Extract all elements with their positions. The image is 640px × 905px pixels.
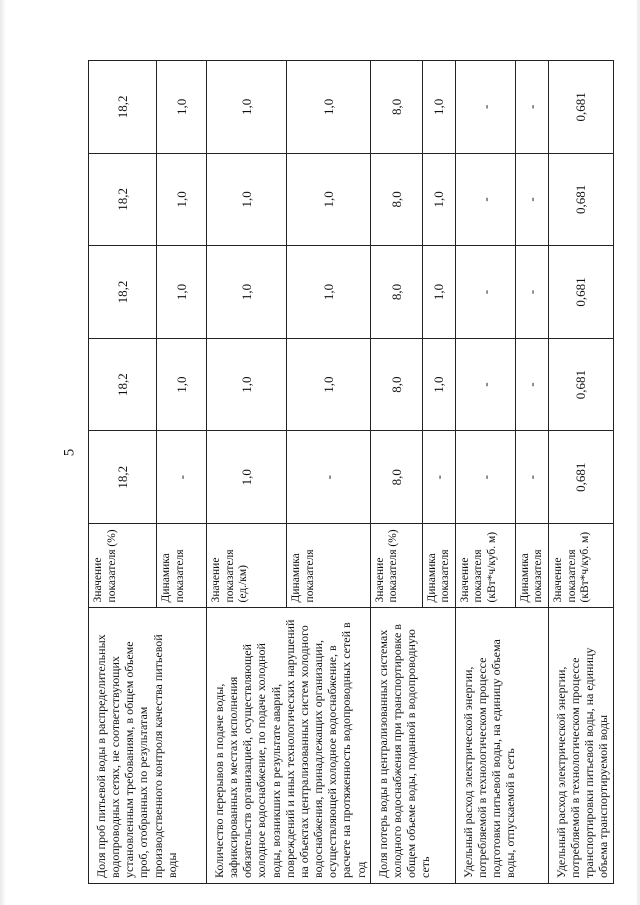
value-cell: 18,2	[89, 338, 157, 431]
indicator-unit: Динамика показателя	[422, 524, 455, 608]
value-cell: 1,0	[287, 153, 370, 246]
indicator-description: Доля потерь воды в централизованных системах холодного водоснабжения при транспортировке в общем объеме воды, поданной в водопроводную сеть	[370, 608, 455, 884]
indicator-unit: Динамика показателя	[287, 524, 370, 608]
value-cell: -	[515, 61, 548, 154]
table-row	[370, 61, 422, 884]
value-cell: -	[157, 431, 207, 524]
indicator-unit: Значение показателя (%)	[370, 524, 422, 608]
value-cell: 1,0	[157, 246, 207, 339]
value-cell: 1,0	[287, 246, 370, 339]
indicator-description: Удельный расход электрической энергии, потребляемой в технологическом процессе транспортировки питьевой воды, на единицу объема транспортируемой воды	[548, 608, 613, 884]
indicator-unit: Динамика показателя	[515, 524, 548, 608]
value-cell: 8,0	[370, 61, 422, 154]
indicator-description: Удельный расход электрической энергии, потребляемой в технологическом процессе подготовки питьевой воды, на единицу объема воды, отпускаемой в сеть	[455, 608, 548, 884]
value-cell: 18,2	[89, 153, 157, 246]
value-cell: -	[515, 338, 548, 431]
value-cell: -	[455, 246, 515, 339]
value-cell: 1,0	[157, 338, 207, 431]
indicator-unit: Динамика показателя	[157, 524, 207, 608]
table-row	[89, 61, 157, 884]
value-cell: 18,2	[89, 431, 157, 524]
value-cell: 1,0	[287, 61, 370, 154]
value-cell: 1,0	[157, 153, 207, 246]
table-row	[455, 61, 515, 884]
value-cell: -	[515, 246, 548, 339]
page-number: 5	[61, 448, 78, 457]
value-cell: 0,681	[548, 338, 613, 431]
table-row	[207, 61, 287, 884]
value-cell: 1,0	[207, 431, 287, 524]
value-cell: 1,0	[157, 61, 207, 154]
value-cell: 1,0	[422, 338, 455, 431]
indicator-table-container	[88, 60, 611, 884]
indicator-unit: Значение показателя (кВт*ч/куб. м)	[548, 524, 613, 608]
value-cell: -	[455, 61, 515, 154]
indicator-unit: Значение показателя (ед./км)	[207, 524, 287, 608]
value-cell: -	[422, 431, 455, 524]
value-cell: 1,0	[422, 61, 455, 154]
value-cell: 8,0	[370, 431, 422, 524]
value-cell: 18,2	[89, 246, 157, 339]
value-cell: -	[515, 431, 548, 524]
value-cell: 18,2	[89, 61, 157, 154]
value-cell: -	[287, 431, 370, 524]
value-cell: 8,0	[370, 246, 422, 339]
value-cell: 0,681	[548, 246, 613, 339]
indicator-table	[88, 60, 614, 884]
value-cell: 1,0	[207, 246, 287, 339]
value-cell: 1,0	[207, 61, 287, 154]
value-cell: 1,0	[422, 246, 455, 339]
value-cell: 8,0	[370, 153, 422, 246]
indicator-description: Доля проб питьевой воды в распределительных водопроводных сетях, не соответствующих установленным требованиям, в общем объеме проб, отобранных по результатам производственного контроля качества питьевой воды	[89, 608, 207, 884]
value-cell: -	[455, 338, 515, 431]
value-cell: 0,681	[548, 431, 613, 524]
value-cell: 1,0	[207, 153, 287, 246]
value-cell: 8,0	[370, 338, 422, 431]
value-cell: -	[455, 431, 515, 524]
value-cell: 0,681	[548, 61, 613, 154]
value-cell: 1,0	[287, 338, 370, 431]
scan-edge	[0, 0, 6, 905]
value-cell: 1,0	[207, 338, 287, 431]
indicator-unit: Значение показателя (кВт*ч/куб. м)	[455, 524, 515, 608]
value-cell: 1,0	[422, 153, 455, 246]
indicator-unit: Значение показателя (%)	[89, 524, 157, 608]
value-cell: 0,681	[548, 153, 613, 246]
value-cell: -	[455, 153, 515, 246]
table-row	[548, 61, 613, 884]
indicator-description: Количество перерывов в подаче воды, зафиксированных в местах исполнения обязательств организацией, осуществляющей холодное водоснабжение, по подаче холодной воды, возникших в результате аварий, повреждений и иных технологических нарушений на объектах централизованных систем холодного водоснабжения, принадлежащих организации, осуществляющей холодное водоснабжение, в расчете на протяженность водопроводных сетей в год	[207, 608, 371, 884]
value-cell: -	[515, 153, 548, 246]
